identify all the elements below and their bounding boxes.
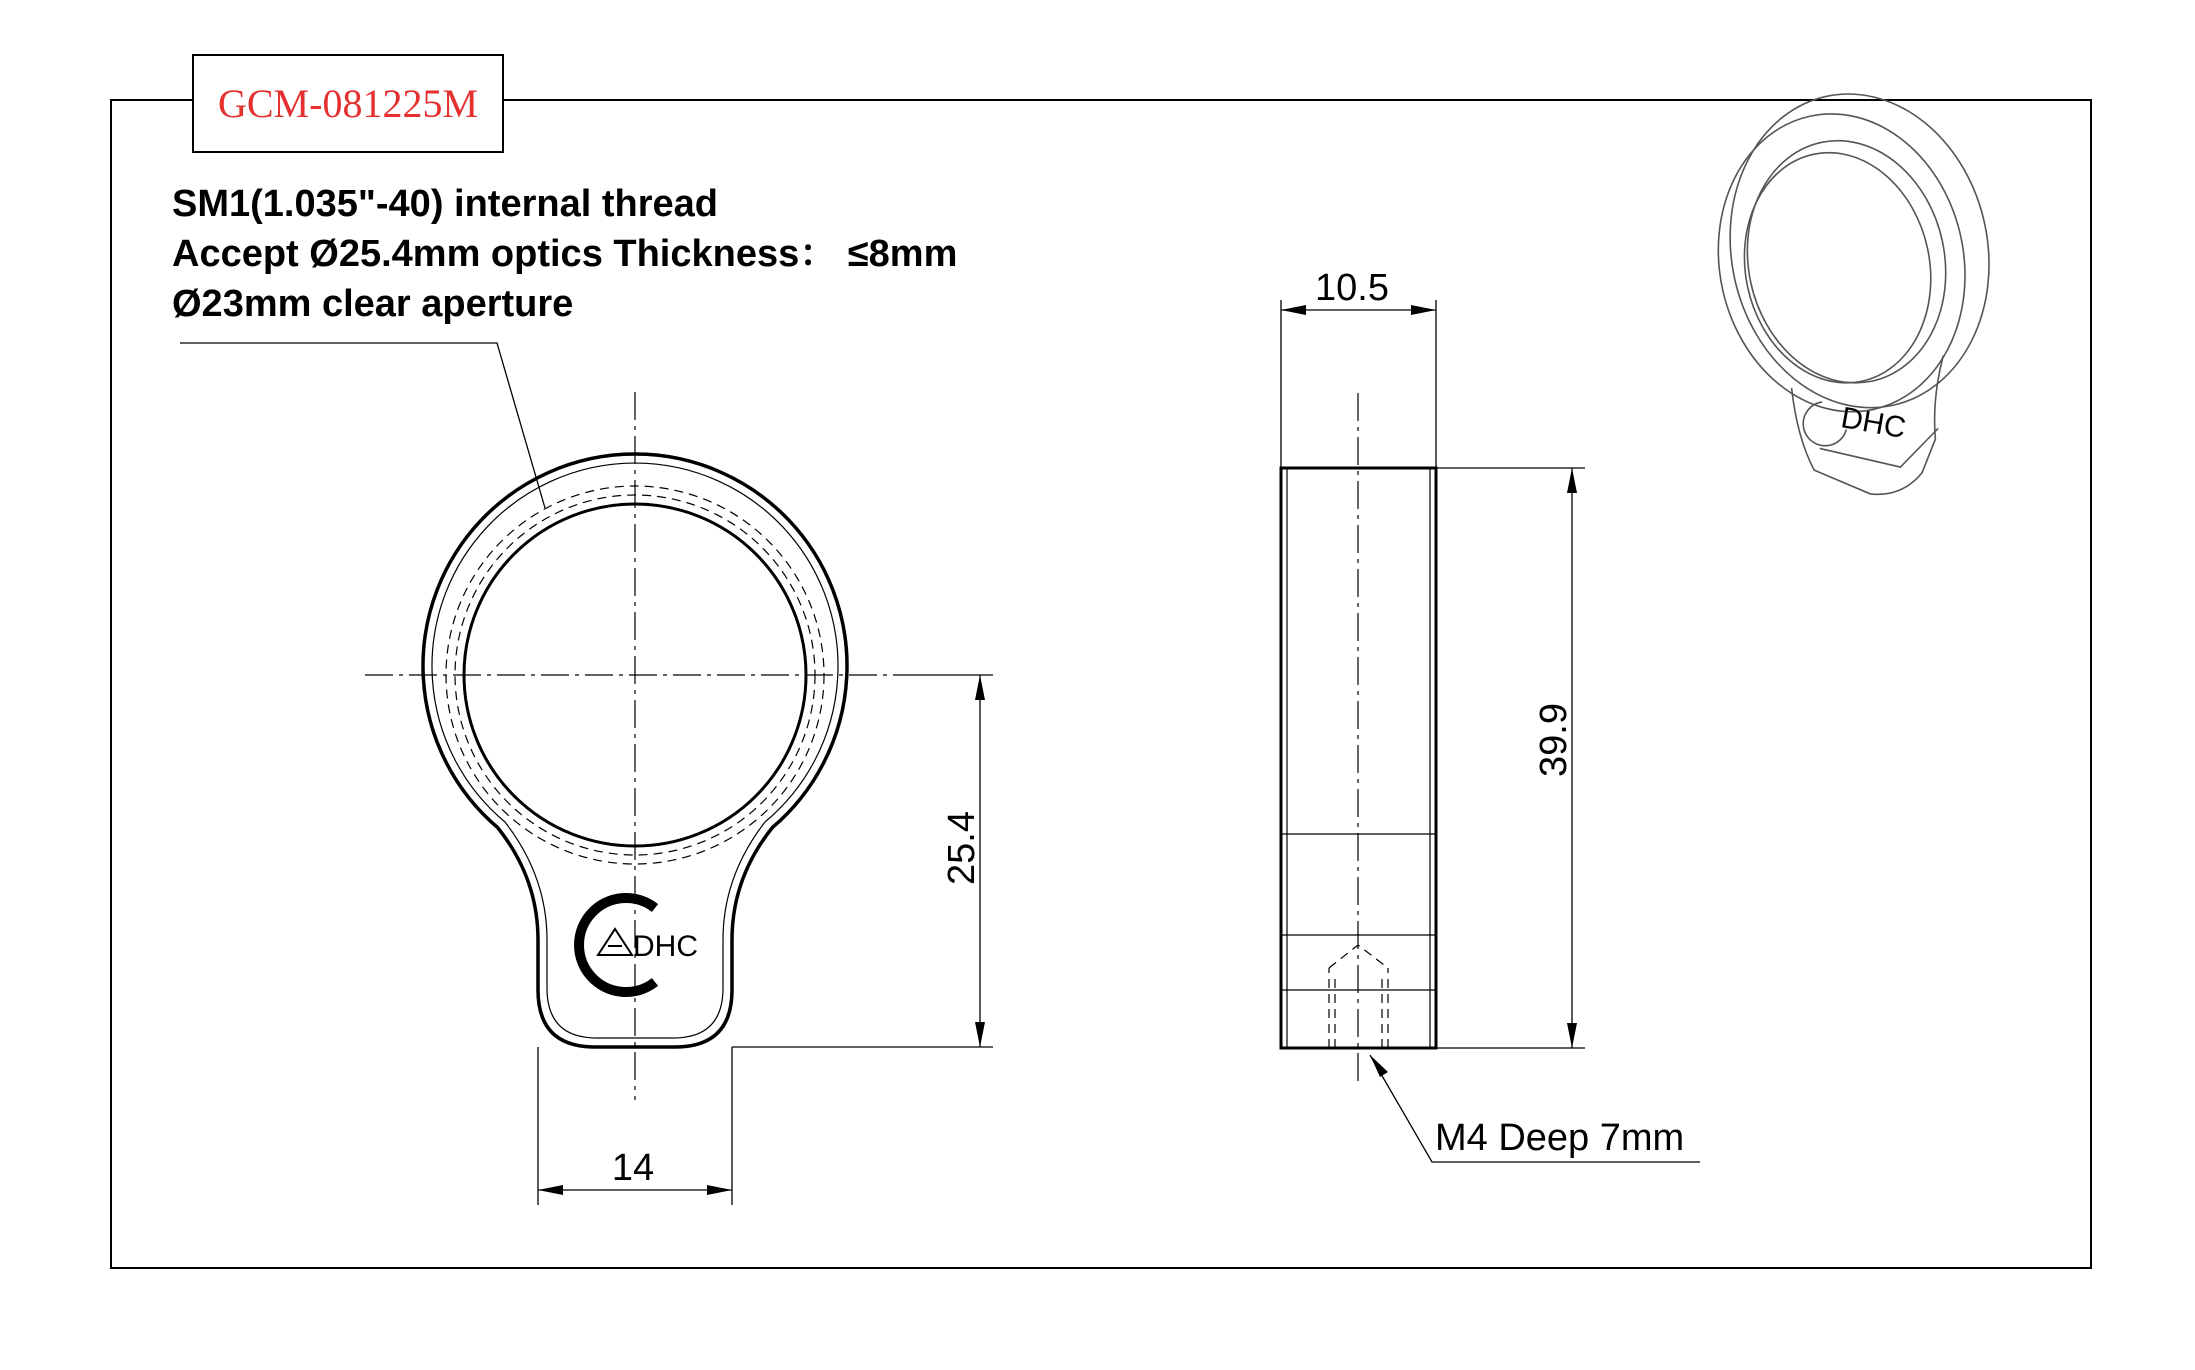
drawing-frame bbox=[111, 100, 2091, 1268]
callout-text: M4 Deep 7mm bbox=[1435, 1117, 1685, 1159]
front-view bbox=[365, 392, 900, 1100]
note-aperture: Ø23mm clear aperture bbox=[172, 283, 574, 325]
dim-text-39-9: 39.9 bbox=[1533, 703, 1575, 777]
dim-text-25-4: 25.4 bbox=[941, 811, 983, 885]
notes bbox=[172, 183, 957, 325]
side-view bbox=[1281, 393, 1436, 1085]
logo-text: DHC bbox=[633, 930, 698, 963]
note-thread: SM1(1.035"-40) internal thread bbox=[172, 183, 718, 225]
logo-triangle-icon bbox=[598, 929, 632, 955]
tapped-hole-callout bbox=[1370, 1055, 1700, 1162]
note-leader-line bbox=[180, 343, 545, 508]
part-number: GCM-081225M bbox=[217, 81, 479, 126]
dim-text-14: 14 bbox=[611, 1147, 655, 1189]
part-number-box bbox=[192, 54, 504, 153]
isometric-view bbox=[1688, 70, 2036, 519]
dimension-25-4 bbox=[732, 675, 993, 1047]
dim-text-10-5: 10.5 bbox=[1315, 267, 1389, 309]
svg-text:DHC: DHC bbox=[1838, 401, 1909, 445]
note-optics: Accept Ø25.4mm optics Thickness： ≤8mm bbox=[172, 233, 958, 275]
dimension-39-9 bbox=[1436, 468, 1585, 1048]
